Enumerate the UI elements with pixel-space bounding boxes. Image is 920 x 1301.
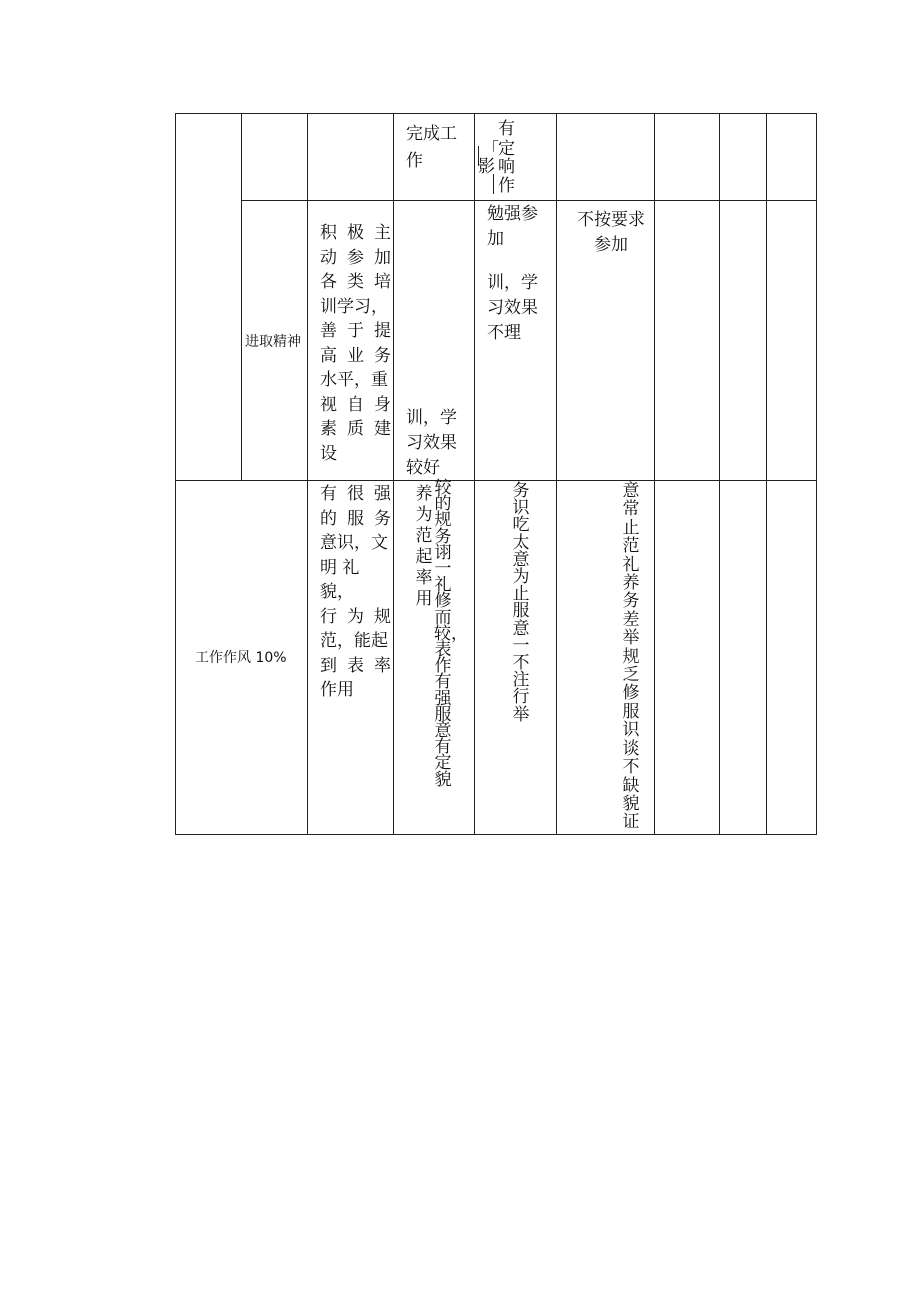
category-label: 进取精神 [245, 334, 301, 350]
cell-vertical-text: 务识吃太意为止服意一不注行举 [512, 481, 530, 725]
cell-good-training: 训，学 习效果 较好 [406, 408, 457, 478]
row-divider [241, 200, 817, 201]
cell-reluctant-participation: 勉强参 加 [487, 204, 538, 249]
column-divider [474, 113, 475, 835]
cell-vertical-text: 较的规务诩一礼修而较，表作有强服意有定貌 [434, 478, 468, 790]
column-divider [719, 113, 720, 835]
cell-row1-col5-char: 定 [498, 139, 515, 159]
cell-row1-col5-char: 响 [498, 157, 515, 177]
column-divider [766, 113, 767, 835]
cell-row1-col5-char: 影 [478, 157, 495, 177]
cell-poor-training: 训，学 习效果 不理 [487, 273, 538, 343]
cell-row1-col5-char: 作 [498, 176, 515, 196]
table-border-left [175, 113, 176, 835]
column-divider [393, 113, 394, 835]
category-label: 工作作风 10% [195, 650, 287, 666]
table-border-top [175, 113, 817, 114]
column-divider [556, 113, 557, 835]
cell-not-as-required: 不按要求 参加 [577, 210, 645, 255]
column-divider [654, 113, 655, 835]
cell-workstyle-criteria: 有 很 强 的 服 务 意识，文 明 礼 貌， 行 为 规 范，能起 到 表 率 作用 [320, 484, 391, 700]
cell-vertical-text: 意常止范礼养务差举规乏修服识谈不缺貌证 [622, 481, 640, 833]
row-divider [175, 480, 817, 481]
column-divider [241, 113, 242, 480]
cell-row1-col5-char: 有 [498, 119, 515, 139]
column-divider [307, 113, 308, 835]
table-border-right [816, 113, 817, 835]
cell-progress-criteria: 积 极 主 动 参 加 各 类 培 训学习， 善 于 提 高 业 务 水平，重 视 自 身 素 质 建 设 [320, 223, 391, 464]
cell-vertical-text: 养为范起率用 [415, 484, 433, 609]
table-border-bottom [175, 834, 817, 835]
cell-row1-col5-char: 「 [482, 140, 499, 160]
cell-complete-work: 完成工作 [406, 124, 457, 171]
